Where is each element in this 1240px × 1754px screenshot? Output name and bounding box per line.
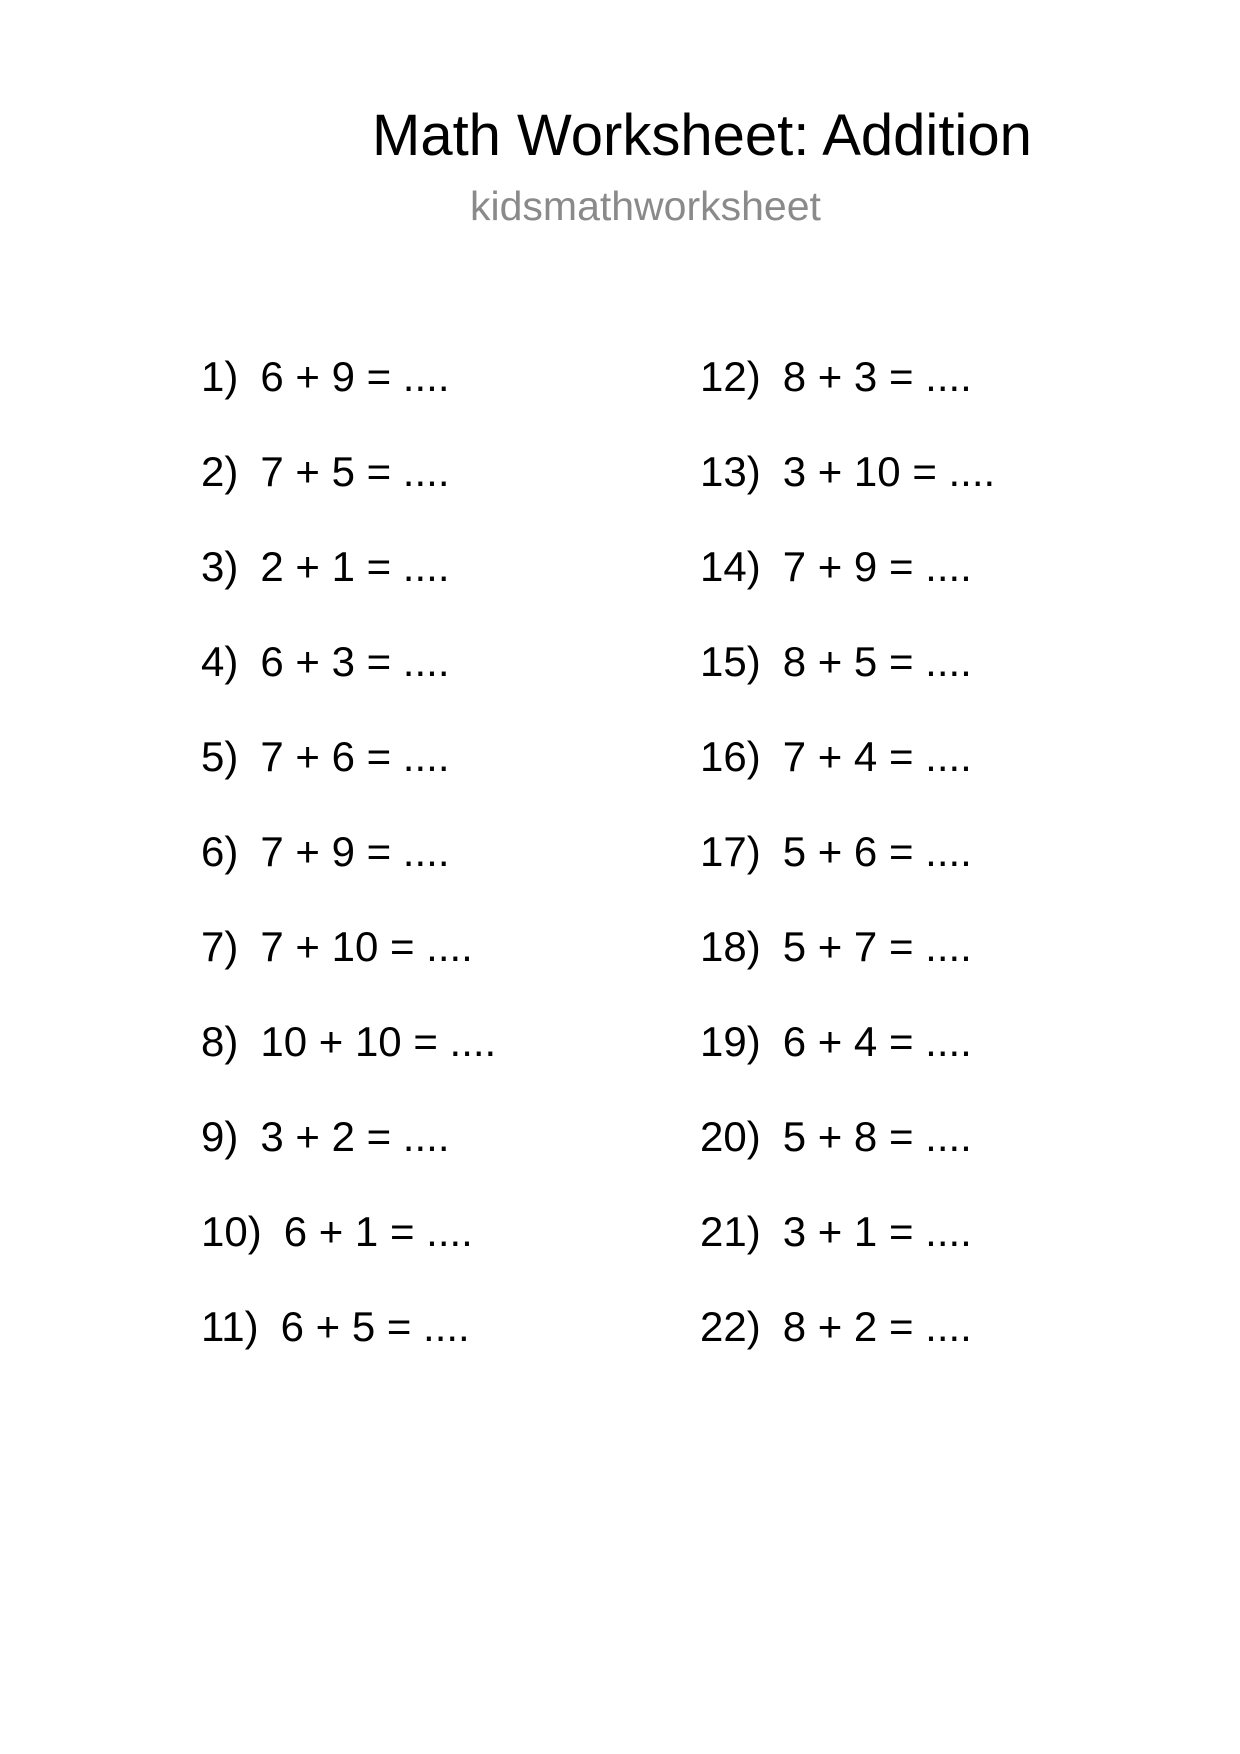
problem-item	[700, 729, 995, 824]
problem-number: 15)	[700, 638, 761, 685]
problem-number: 20)	[700, 1113, 761, 1160]
problem-number: 18)	[700, 923, 761, 970]
problem-number: 3)	[201, 543, 239, 590]
problem-item	[700, 634, 995, 729]
problem-expression: 5 + 6 = ....	[782, 828, 972, 875]
problem-number: 16)	[700, 733, 761, 780]
problem-number: 8)	[201, 1018, 239, 1065]
problem-expression: 7 + 9 = ....	[260, 828, 450, 875]
problem-expression: 7 + 9 = ....	[782, 543, 972, 590]
problem-item	[201, 1204, 496, 1299]
problem-number: 6)	[201, 828, 239, 875]
problem-number: 14)	[700, 543, 761, 590]
problem-number: 2)	[201, 448, 239, 495]
problem-number: 17)	[700, 828, 761, 875]
problem-number: 13)	[700, 448, 761, 495]
problem-item	[700, 349, 995, 444]
problem-expression: 7 + 6 = ....	[260, 733, 450, 780]
problem-expression: 6 + 4 = ....	[782, 1018, 972, 1065]
problem-number: 19)	[700, 1018, 761, 1065]
problem-expression: 5 + 7 = ....	[782, 923, 972, 970]
problem-expression: 6 + 1 = ....	[283, 1208, 473, 1255]
problem-number: 7)	[201, 923, 239, 970]
problem-item	[201, 919, 496, 1014]
problem-item	[201, 539, 496, 634]
problem-expression: 6 + 5 = ....	[280, 1303, 470, 1350]
problem-expression: 8 + 2 = ....	[782, 1303, 972, 1350]
problem-item	[700, 1014, 995, 1109]
problem-number: 12)	[700, 353, 761, 400]
problem-number: 5)	[201, 733, 239, 780]
problem-item	[700, 824, 995, 919]
problem-item	[201, 634, 496, 729]
problem-item	[201, 444, 496, 539]
problem-item	[201, 1299, 496, 1394]
problem-number: 10)	[201, 1208, 262, 1255]
problem-expression: 7 + 4 = ....	[782, 733, 972, 780]
problem-number: 1)	[201, 353, 239, 400]
problem-item	[700, 444, 995, 539]
problem-expression: 2 + 1 = ....	[260, 543, 450, 590]
problem-column-left	[201, 349, 496, 1394]
problem-expression: 10 + 10 = ....	[260, 1018, 497, 1065]
problem-expression: 7 + 5 = ....	[260, 448, 450, 495]
problem-item	[700, 1204, 995, 1299]
problem-item	[700, 1299, 995, 1394]
problem-number: 21)	[700, 1208, 761, 1255]
problem-number: 22)	[700, 1303, 761, 1350]
problem-expression: 6 + 9 = ....	[260, 353, 450, 400]
problem-number: 4)	[201, 638, 239, 685]
problem-item	[201, 349, 496, 444]
problem-expression: 3 + 2 = ....	[260, 1113, 450, 1160]
problem-number: 9)	[201, 1113, 239, 1160]
problem-item	[700, 539, 995, 634]
problem-item	[201, 1109, 496, 1204]
problem-expression: 5 + 8 = ....	[782, 1113, 972, 1160]
problem-expression: 8 + 3 = ....	[782, 353, 972, 400]
problem-item	[201, 824, 496, 919]
problem-expression: 3 + 10 = ....	[782, 448, 996, 495]
problem-item	[700, 1109, 995, 1204]
problem-number: 11)	[201, 1303, 259, 1350]
problem-item	[700, 919, 995, 1014]
problem-expression: 3 + 1 = ....	[782, 1208, 972, 1255]
problem-item	[201, 1014, 496, 1109]
problem-column-right	[700, 349, 995, 1394]
problem-expression: 7 + 10 = ....	[260, 923, 473, 970]
problem-expression: 8 + 5 = ....	[782, 638, 972, 685]
problem-item	[201, 729, 496, 824]
problem-expression: 6 + 3 = ....	[260, 638, 450, 685]
page-title: Math Worksheet: Addition	[372, 103, 1032, 168]
page-subtitle: kidsmathworksheet	[470, 183, 821, 229]
